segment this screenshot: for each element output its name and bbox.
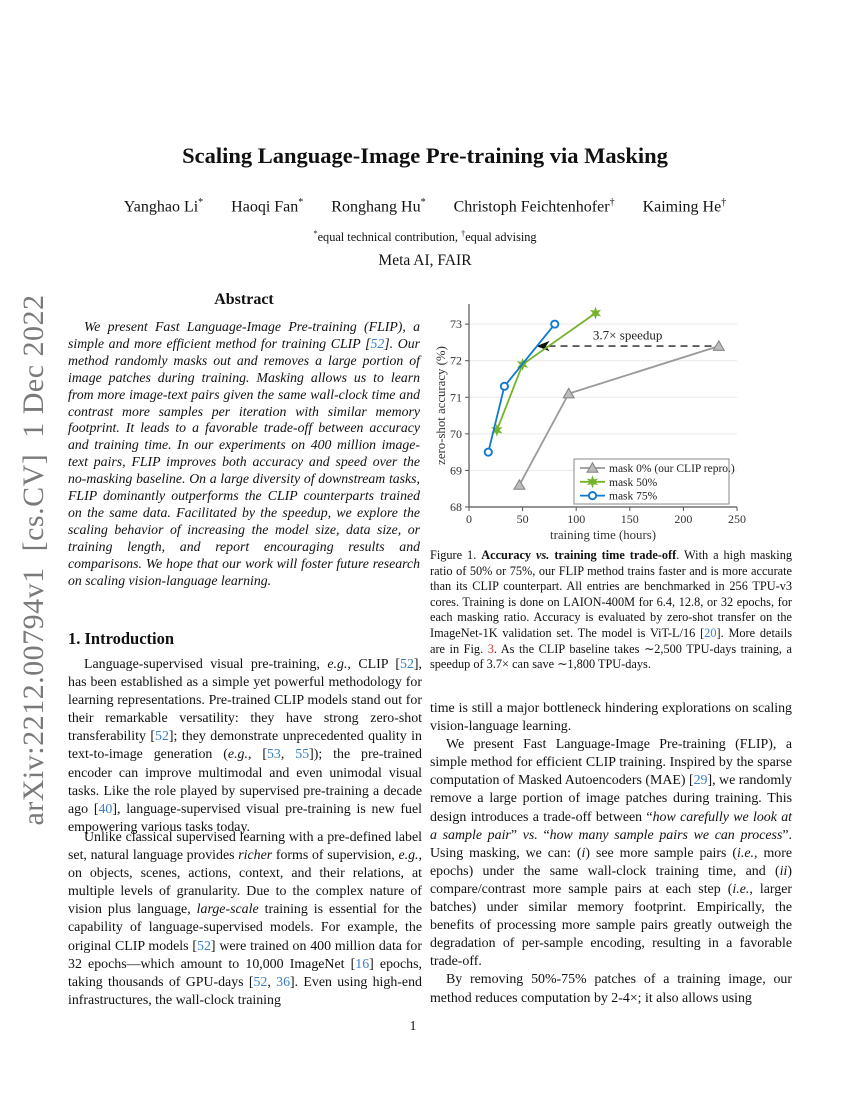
abstract-text: We present Fast Language-Image Pre-training (FLIP), a simple and more efficient method for training CLIP [52]. Our method randomly masks out and removes a large portion of image patches during training. Masking allows us to learn from more image-text pairs given the same wall-clock time and contrast more samples per iteration with similar memory footprint. It leads to a favorable trade-off between accuracy and training time. In our experiments on 400 million image-text pairs, FLIP improves both accuracy and speed over the no-masking baseline. On a large diversity of downstream tasks, FLIP dominantly outperforms the CLIP counterparts trained on the same data. Facilitated by the speedup, we explore the scaling behavior of increasing the model size, data size, or training length, and report encouraging results and comparisons. We hope that our work will foster future research on scaling vision-language learning. [68,319,420,588]
svg-text:200: 200 [674,512,693,526]
citation-link[interactable]: 53 [266,747,281,763]
section-heading-introduction: 1. Introduction [68,629,175,648]
svg-text:100: 100 [567,512,586,526]
paper-title: Scaling Language-Image Pre-training via Masking [182,143,668,168]
author-name: Haoqi Fan* [231,197,304,216]
svg-text:mask 50%: mask 50% [609,476,658,489]
page-number: 1 [409,1018,417,1033]
affiliation: Meta AI, FAIR [378,252,472,269]
svg-text:70: 70 [450,426,462,441]
arxiv-watermark: arXiv:2212.00794v1 [cs.CV] 1 Dec 2022 [17,294,50,826]
svg-text:mask 0% (our CLIP repro.): mask 0% (our CLIP repro.) [609,463,735,475]
author-name: Kaiming He† [642,197,727,216]
svg-text:72: 72 [450,353,462,368]
citation-link[interactable]: 52 [253,974,268,990]
svg-text:71: 71 [450,390,462,405]
figure-ref-link[interactable]: 3 [487,641,494,656]
figure-1-chart [430,296,768,548]
citation-link[interactable]: 52 [155,729,169,745]
citation-link[interactable]: 20 [704,625,717,640]
svg-text:68: 68 [450,500,462,514]
svg-text:3.7× speedup: 3.7× speedup [592,327,663,343]
svg-text:73: 73 [450,317,462,332]
right-paragraph-3: By removing 50%-75% patches of a training image, our method reduces computation by 2-4×; it also allows using [430,972,792,1006]
intro-paragraph-2: Unlike classical supervised learning with a pre-defined label set, natural language provides richer forms of supervision, e.g., on objects, scenes, actions, context, and their relations, at multiple levels of granularity. Due to the complex nature of vision plus language, large-scale training is essential for the capability of language-supervised models. For example, the original CLIP models [52] were trained on 400 million data for 32 epochs—which amount to 10,000 ImageNet [16] epochs, taking thousands of GPU-days [52, 36]. Even using high-end infrastructures, the wall-clock training [68,830,422,1008]
svg-text:0: 0 [466,512,472,526]
svg-text:zero-shot accuracy (%): zero-shot accuracy (%) [434,346,448,465]
citation-link[interactable]: 52 [197,938,211,954]
svg-text:150: 150 [620,512,639,526]
author-list [0,197,850,216]
author-name: Christoph Feichtenhofer† [453,197,615,216]
abstract-heading: Abstract [214,291,274,308]
author-name: Yanghao Li* [123,197,204,216]
svg-text:50: 50 [516,512,529,526]
citation-link[interactable]: 40 [98,801,113,817]
svg-text:250: 250 [728,512,746,526]
citation-link[interactable]: 52 [400,657,414,672]
svg-text:training time (hours): training time (hours) [550,528,656,542]
author-name: Ronghang Hu* [331,197,426,216]
right-paragraph-2: We present Fast Language-Image Pre-training (FLIP), a simple method for efficient CLIP training. Inspired by the sparse computation of Masked Autoencoders (MAE) [29], we randomly remove a large portion of image patches during training. This design introduces a trade-off between “how carefully we look at a sample pair” vs. “how many sample pairs we can process”. Using masking, we can: (i) see more sample pairs (i.e., more epochs) under the same wall-clock training time, and (ii) compare/contrast more sample pairs at each step (i.e., larger batches) under similar memory footprint. Empirically, the benefits of processing more sample pairs greatly outweigh the degradation of per-sample encoding, resulting in a favorable trade-off. [430,737,793,970]
intro-paragraph-1: Language-supervised visual pre-training, e.g., CLIP [52], has been established as a simple yet powerful methodology for learning representations. Pre-trained CLIP models stand out for their remarkable versatility: they have strong zero-shot transferability [52]; they demonstrate unprecedented quality in text-to-image generation (e.g., [53, 55]); the pre-trained encoder can improve multimodal and even unimodal visual tasks. Like the role played by supervised pre-training a decade ago [40], language-supervised visual pre-training is new fuel empowering various tasks today. [68,657,423,835]
svg-text:69: 69 [450,463,462,478]
citation-link[interactable]: 16 [355,956,370,972]
citation-link[interactable]: 29 [693,773,708,789]
right-column-text [430,700,792,1008]
figure-1-caption: Figure 1. Accuracy vs. training time trade-off. With a high masking ratio of 50% or 75%, our FLIP method trains faster and is more accurate than its CLIP counterpart. All entries are benchmarked in 256 TPU-v3 cores. Training is done on LAION-400M for 6.4, 12.8, or 32 epochs, for each masking ratio. Accuracy is evaluated by zero-shot transfer on the ImageNet-1K validation set. The model is ViT-L/16 [20]. More details are in Fig. 3. As the CLIP baseline takes ∼2,500 TPU-days training, a speedup of 3.7× can save ∼1,800 TPU-days. [430,548,792,672]
right-paragraph-1: time is still a major bottleneck hindering explorations on scaling vision-language learning. [430,701,792,735]
citation-link[interactable]: 52 [370,335,385,351]
author-footnote: *equal technical contribution, †equal advising [313,228,537,244]
citation-link[interactable]: 55 [295,747,310,763]
svg-text:mask 75%: mask 75% [609,490,658,503]
citation-link[interactable]: 36 [276,974,291,990]
